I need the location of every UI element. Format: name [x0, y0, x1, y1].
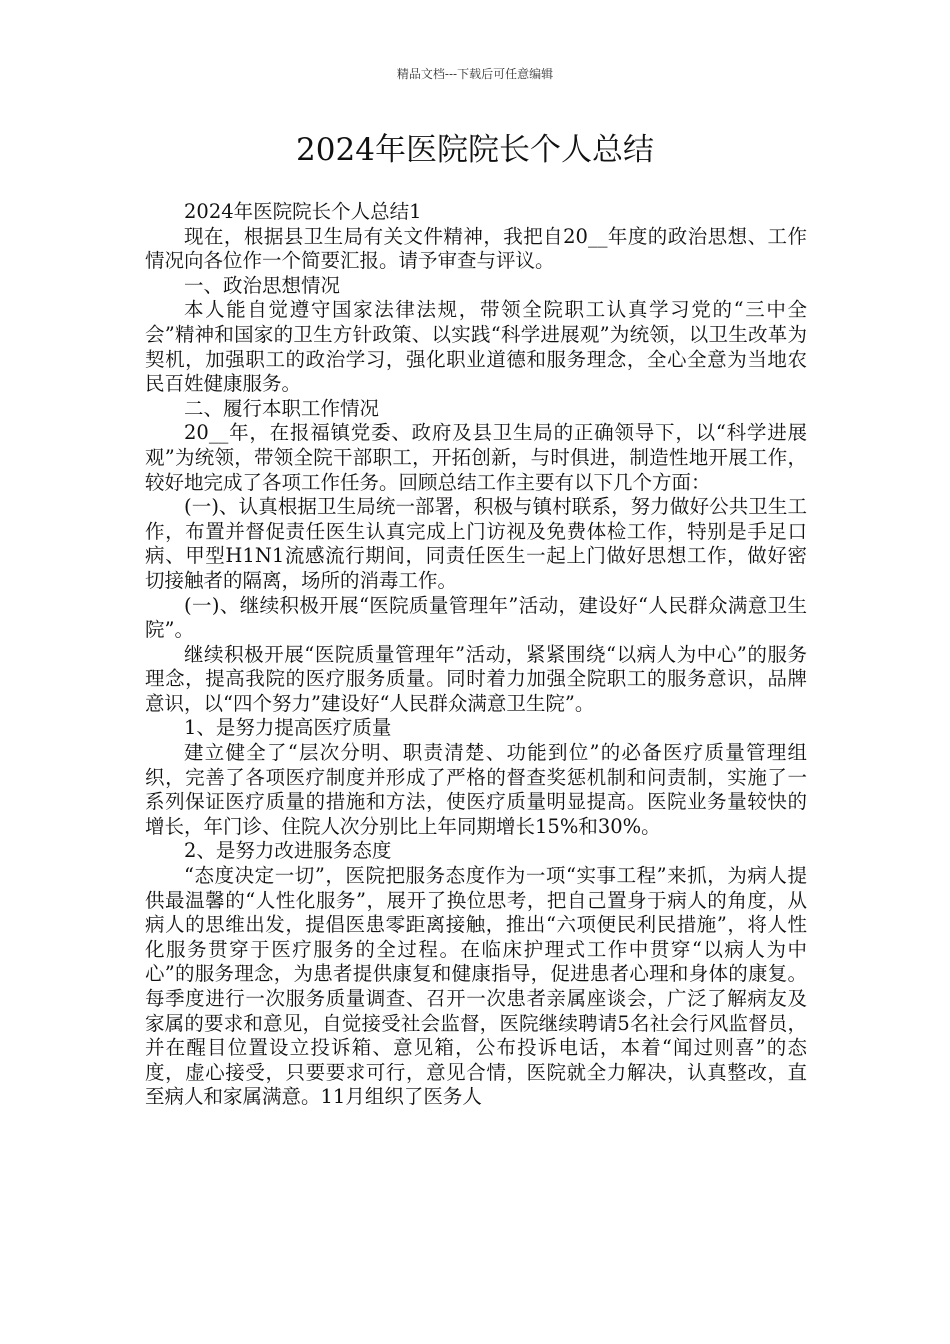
paragraph-quality-year: 继续积极开展“医院质量管理年”活动，紧紧围绕“以病人为中心”的服务理念，提高我院的医疗服务质量。同时着力加强全院职工的服务意识，品牌意识，以“四个努力”建设好“人民群众满意卫生院”。 [145, 642, 807, 715]
paragraph-public-health: (一)、认真根据卫生局统一部署，积极与镇村联系，努力做好公共卫生工作，布置并督促责任医生认真完成上门访视及免费体检工作，特别是手足口病、甲型H1N1流感流行期间，同责任医生一起上门做好思想工作，做好密切接触者的隔离，场所的消毒工作。 [145, 495, 807, 592]
paragraph-duties: 20__年，在报福镇党委、政府及县卫生局的正确领导下，以“科学进展观”为统领，带领全院干部职工，开拓创新，与时俱进，制造性地开展工作，较好地完成了各项工作任务。回顾总结工作主要有以下几个方面： [145, 421, 807, 494]
subheading-medical-quality: 1、是努力提高医疗质量 [184, 716, 392, 740]
paragraph-service-attitude: “态度决定一切”，医院把服务态度作为一项“实事工程”来抓，为病人提供最温馨的“人性化服务”，展开了换位思考，把自己置身于病人的角度，从病人的思维出发，提倡医患零距离接触，推出“六项便民利民措施”，将人性化服务贯穿于医疗服务的全过程。在临床护理式工作中贯穿“以病人为中心”的服务理念，为患者提供康复和健康指导，促进患者心理和身体的康复。每季度进行一次服务质量调查、召开一次患者亲属座谈会，广泛了解病友及家属的要求和意见，自觉接受社会监督，医院继续聘请5名社会行风监督员，并在醒目位置设立投诉箱、意见箱，公布投诉电话，本着“闻过则喜”的态度，虚心接受，只要要求可行，意见合情，医院就全力解决，认真整改，直至病人和家属满意。11月组织了医务人 [145, 864, 807, 1109]
section-heading-duties: 二、履行本职工作情况 [184, 396, 380, 420]
header-note: 精品文档---下载后可任意编辑 [396, 67, 554, 81]
paragraph-medical-quality: 建立健全了“层次分明、职责清楚、功能到位”的必备医疗质量管理组织，完善了各项医疗制度并形成了严格的督查奖惩机制和问责制，实施了一系列保证医疗质量的措施和方法，使医疗质量明显提高。医院业务量较快的增长，年门诊、住院人次分别比上年同期增长15%和30%。 [145, 741, 807, 838]
paragraph-political: 本人能自觉遵守国家法律法规，带领全院职工认真学习党的“三中全会”精神和国家的卫生方针政策、以实践“科学进展观”为统领，以卫生改革为契机，加强职工的政治学习，强化职业道德和服务理念，全心全意为当地农民百姓健康服务。 [145, 298, 807, 396]
paragraph-quality-year-heading: (一)、继续积极开展“医院质量管理年”活动，建设好“人民群众满意卫生院”。 [145, 593, 807, 642]
section-heading-political: 一、政治思想情况 [184, 273, 341, 297]
document-body [145, 200, 807, 1110]
section-heading-1: 2024年医院院长个人总结1 [184, 200, 422, 223]
paragraph-intro: 现在，根据县卫生局有关文件精神，我把自20__年度的政治思想、工作情况向各位作一个简要汇报。请予审查与评议。 [145, 224, 807, 273]
document-title: 2024年医院院长个人总结 [296, 132, 654, 168]
subheading-service-attitude: 2、是努力改进服务态度 [184, 839, 392, 863]
